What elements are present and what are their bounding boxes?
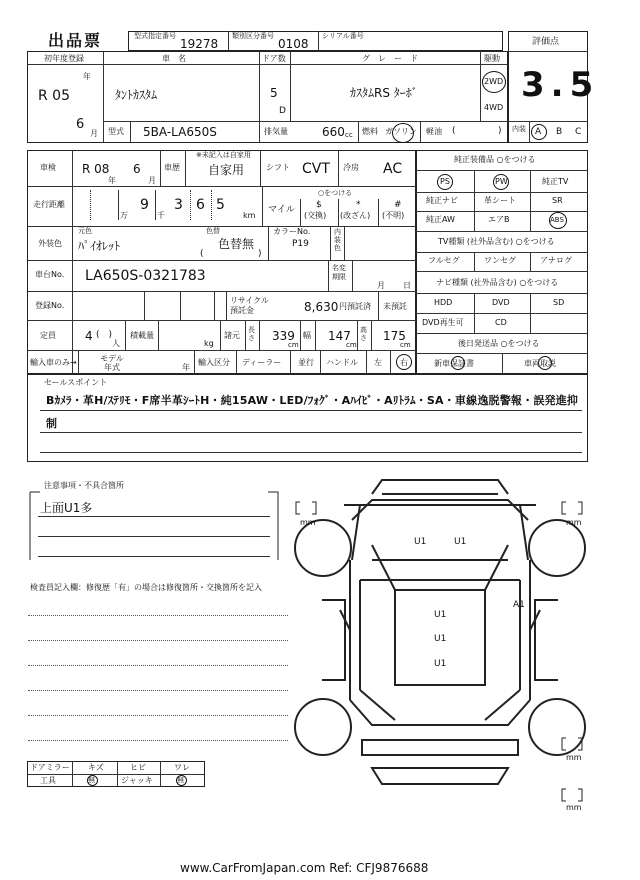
doors-label: ドア数	[262, 54, 286, 63]
height: 175	[383, 329, 406, 343]
class-number: 0108	[278, 37, 309, 51]
car-name: ﾀﾝﾄｶｽﾀﾑ	[115, 88, 158, 102]
paren-left: (	[452, 126, 456, 136]
hash-sub: (不明)	[382, 211, 405, 220]
handle-left: 左	[374, 358, 382, 367]
interior-label: 内装	[512, 125, 526, 133]
class-number-label: 類別区分番号	[232, 32, 274, 40]
legend-jack: ジャッキ	[121, 776, 153, 785]
mileage-digit-3: 6	[196, 197, 205, 213]
model-year-label: モデル年式	[100, 354, 124, 372]
nav-dvd: DVD	[492, 298, 510, 307]
shift-label: シフト	[266, 163, 290, 172]
fuel-label: 燃料	[362, 127, 378, 136]
width-cm: cm	[346, 341, 357, 349]
legend-ware: ワレ	[174, 763, 190, 772]
handle-right: 右	[400, 358, 408, 367]
dollar-sub: (交換)	[304, 211, 327, 220]
inspection-era: R 08	[82, 162, 110, 176]
tv-fullseg: フルセグ	[428, 256, 460, 265]
grade: ｶｽﾀﾑRS ﾀｰﾎﾞ	[350, 86, 418, 100]
cap-paren: ( )	[96, 330, 113, 340]
name-change-day: 日	[403, 281, 411, 290]
interior-b: B	[556, 127, 563, 137]
color-label: 外装色	[38, 239, 62, 248]
later-warranty: 新車保証書	[434, 359, 474, 368]
paren-right: )	[498, 126, 502, 136]
equip-abs: ABS	[550, 216, 564, 224]
recycle-amount: 8,630	[304, 300, 339, 314]
fuel-gasoline: ガソリン	[385, 127, 417, 136]
damage-mark-2: U1	[454, 537, 467, 547]
star-sub: (改ざん)	[340, 211, 371, 220]
first-reg-month: 6	[76, 117, 85, 132]
legend-jack-mark: 無	[177, 776, 184, 784]
doors: 5	[270, 86, 278, 100]
orig-color-label: 元色	[78, 227, 92, 235]
legend-kizu: キズ	[88, 763, 104, 772]
mileage-digit-4: 5	[216, 197, 225, 213]
usage-label: 車歴	[164, 163, 180, 172]
hash-option: #	[394, 200, 402, 210]
import-label: 輸入車のみ→	[30, 358, 77, 367]
ac: AC	[383, 161, 403, 177]
color-paren-r: )	[258, 249, 262, 259]
capacity-unit: 人	[112, 339, 120, 348]
width: 147	[328, 329, 351, 343]
name-change-month: 月	[377, 281, 385, 290]
equip-pw: PW	[495, 177, 508, 186]
equip-aw: 純正AW	[426, 215, 455, 224]
orig-color: ﾊﾟｲｵﾚｯﾄ	[78, 239, 121, 253]
sales-line-2: 制	[46, 417, 57, 430]
first-reg-label: 初年度登録	[44, 54, 84, 63]
ac-label: 冷房	[343, 163, 359, 172]
length-label: 長さ	[248, 326, 255, 342]
sales-line-1: Bｶﾒﾗ・革H/ｽﾃﾘﾓ・F席半革ｼｰﾄH・純15AW・LED/ﾌｫｸﾞ・Aﾊｲﾋﾞ・Aﾘﾄﾗﾑ・SA・車線逸脱警報・誤発進抑	[46, 394, 579, 407]
chassis-label: 車台No.	[35, 270, 65, 279]
usage: 自家用	[208, 163, 245, 177]
legend-tools: 工具	[40, 776, 56, 785]
sen-unit: 千	[157, 211, 165, 220]
shift: CVT	[302, 161, 330, 177]
grade-label: グ レ ー ド	[362, 54, 418, 63]
nav-title: ナビ種類 (社外品含む) ○をつける	[436, 278, 559, 287]
name-change-label: 名変期限	[332, 264, 346, 281]
import-type-label: 輸入区分	[198, 358, 230, 367]
nav-hdd: HDD	[434, 298, 453, 307]
capacity: 4	[85, 329, 93, 343]
mileage-circle-note: ○をつける	[318, 189, 353, 197]
later-title: 後日発送品 ○をつける	[458, 339, 540, 348]
equipment-title: 純正装備品 ○をつける	[454, 155, 536, 164]
width-label: 幅	[303, 331, 311, 340]
model-year-unit: 年	[182, 363, 190, 372]
document-title: 出品票	[48, 31, 103, 50]
displacement: 660	[322, 125, 345, 139]
insp-year-unit: 年	[108, 176, 116, 185]
equip-tv: 純正TV	[542, 177, 569, 186]
drive-label: 駆動	[484, 54, 500, 63]
damage-mark-3: U1	[434, 610, 447, 620]
mile-option: マイル	[268, 205, 295, 215]
mileage-digit-1: 9	[140, 197, 149, 213]
damage-mark-5: U1	[434, 659, 447, 669]
inspector-title: 検査員記入欄：修復歴「有」の場合は修復箇所・交換箇所を記入	[30, 583, 262, 592]
mm-top-left: mm	[300, 518, 316, 527]
damage-mark-4: U1	[434, 634, 447, 644]
dealer-option: ディーラー	[242, 358, 282, 367]
recycle-unit: 円預託済	[339, 302, 371, 311]
mileage-label: 走行距離	[33, 200, 65, 209]
nav-cd: CD	[495, 318, 507, 327]
nav-dvd-play: DVD再生可	[422, 318, 464, 327]
mileage-digit-2: 3	[174, 197, 183, 213]
sales-title: セールスポイント	[44, 378, 108, 387]
displacement-label: 排気量	[264, 127, 288, 136]
color-no: P19	[292, 239, 309, 249]
first-reg-era: R 05	[38, 88, 70, 104]
damage-mark-1: U1	[414, 537, 427, 547]
parallel-option: 並行	[298, 358, 314, 367]
month-unit: 月	[90, 129, 98, 138]
dollar-option: $	[316, 200, 322, 210]
model-type: 5BA-LA650S	[143, 125, 217, 139]
drive-4wd: 4WD	[484, 103, 504, 112]
equip-ps: PS	[440, 177, 450, 186]
mm-rear-right: mm	[566, 753, 582, 762]
interior-a: A	[535, 127, 542, 137]
length: 339	[272, 329, 295, 343]
mm-bottom-right: mm	[566, 803, 582, 812]
usage-note: ※未記入は自家用	[196, 151, 251, 159]
recycle-label: リサイクル預託金	[230, 296, 269, 315]
interior-color-label: 内装色	[334, 228, 341, 252]
load-label: 積載量	[130, 331, 154, 340]
legend-door-mirror: ドアミラー	[30, 763, 70, 772]
load-kg: kg	[204, 339, 214, 348]
cc-unit: cc	[345, 131, 353, 139]
drive-2wd: 2WD	[484, 77, 504, 86]
color-paren-l: (	[200, 249, 204, 259]
inspection-month: 6	[133, 162, 141, 176]
door-type: D	[279, 106, 286, 116]
tv-oneseg: ワンセグ	[484, 256, 516, 265]
inspection-label: 車検	[40, 163, 56, 172]
serial-label: シリアル番号	[322, 32, 364, 40]
star-option: *	[356, 200, 361, 210]
chassis-number: LA650S-0321783	[85, 268, 206, 284]
nav-sd: SD	[553, 298, 565, 307]
length-cm: cm	[288, 341, 299, 349]
handle-label: ハンドル	[326, 358, 358, 367]
car-name-label: 車 名	[162, 54, 186, 63]
type-label: 型式	[108, 127, 124, 136]
year-unit: 年	[83, 72, 91, 81]
man-unit: 万	[120, 211, 128, 220]
score-label: 評価点	[532, 37, 560, 47]
model-cert-number: 19278	[180, 37, 219, 51]
model-cert-label: 型式指定番号	[134, 32, 176, 40]
equip-navi: 純正ナビ	[426, 196, 458, 205]
notes-line-1: 上面U1多	[40, 501, 93, 515]
mm-top-right: mm	[566, 518, 582, 527]
equip-leather: 革シート	[484, 196, 516, 205]
insp-month-unit: 月	[148, 176, 156, 185]
dims-label: 諸元	[224, 331, 240, 340]
legend-tools-mark: 無	[88, 776, 95, 784]
color-change-label: 色替	[206, 227, 220, 235]
equip-sr: SR	[552, 196, 563, 205]
notes-title: 注意事項・不具合箇所	[44, 481, 124, 490]
fuel-diesel: 軽油	[426, 127, 442, 136]
not-deposited: 未預託	[383, 302, 407, 311]
height-cm: cm	[400, 341, 411, 349]
color-no-label: カラーNo.	[273, 227, 311, 236]
tv-title: TV種類 (社外品含む) ○をつける	[438, 237, 555, 246]
reg-no-label: 登録No.	[35, 301, 65, 310]
color-change: 色替無	[218, 237, 255, 251]
legend-hibi: ヒビ	[130, 763, 146, 772]
evaluation-score: 3.5	[521, 65, 600, 105]
footer-reference: www.CarFromJapan.com Ref: CFJ9876688	[180, 861, 429, 875]
equip-airbag: エアB	[488, 215, 510, 224]
capacity-label: 定員	[40, 331, 56, 340]
later-manual: 車両取説	[524, 359, 556, 368]
tv-analog: アナログ	[540, 256, 572, 265]
damage-mark-6: A1	[513, 600, 525, 610]
km-unit: km	[243, 211, 256, 220]
height-label: 高さ	[360, 326, 367, 342]
interior-c: C	[575, 127, 582, 137]
